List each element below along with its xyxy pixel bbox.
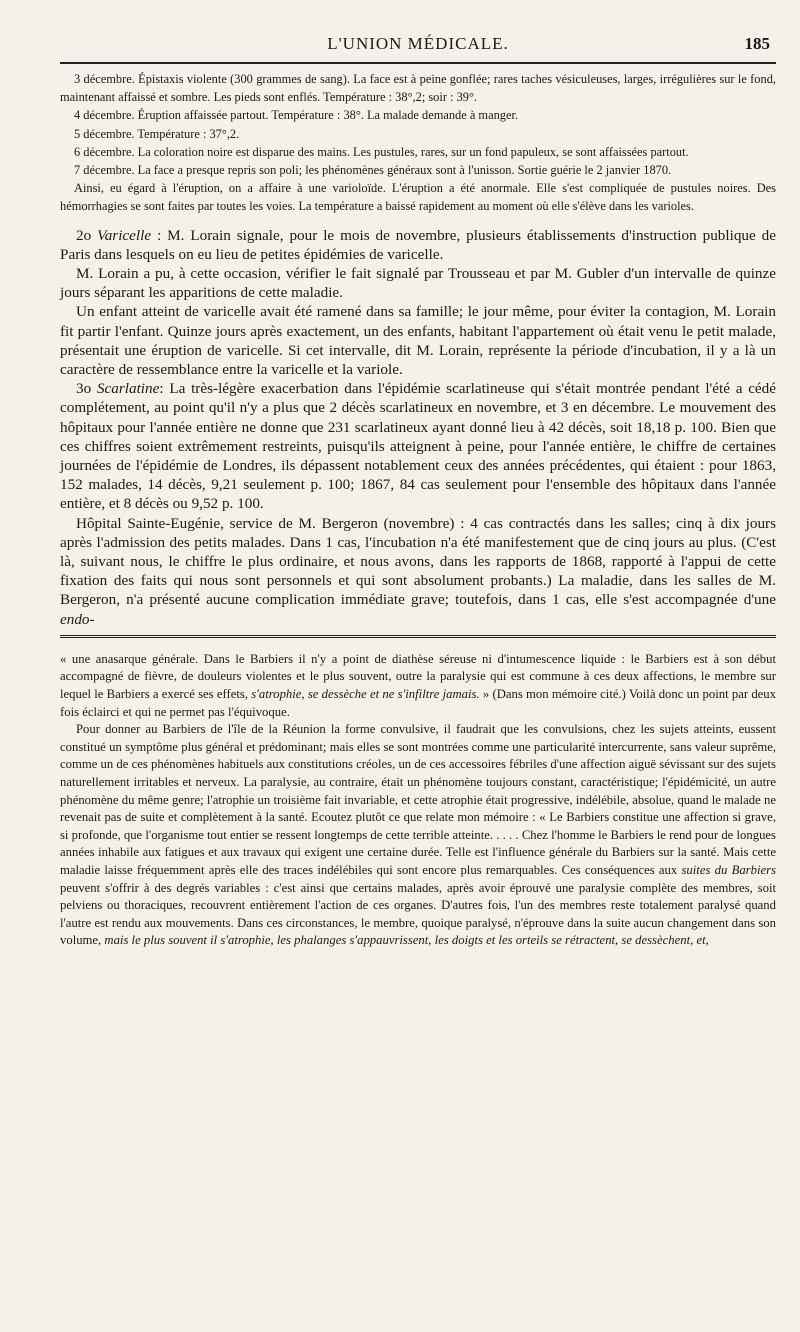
footnote-paragraph: « une anasarque générale. Dans le Barbiers il n'y a point de diathèse séreuse ni d'intumescence liquide : le Barbiers est à son début accompagné de fièvre, de douleurs violentes et le plus souvent, outre la paralysie qui est commune à ces deux affections, le membre sur lequel le Barbiers a exercé ses effets, s'atrophie, se dessèche et ne s'infiltre jamais. » (Dans mon mémoire cité.) Voilà donc un point par deux fois éclairci et qui ne permet pas l'équivoque. <box>60 651 776 719</box>
body-paragraph: Un enfant atteint de varicelle avait été ramené dans sa famille; le jour même, pour éviter la contagion, M. Lorain fit partir l'enfant. Quinze jours après exactement, un des enfants, habitant l'appartement où était venu le petit malade, présentait une éruption de varicelle. Si cet intervalle, dit M. Lorain, représente la période d'incubation, il y a là un caractère de ressemblance entre la varicelle et la variole. <box>60 303 776 379</box>
section-number: 3o <box>76 380 97 398</box>
footnotes <box>60 651 776 950</box>
footnote-paragraph: Pour donner au Barbiers de l'île de la Réunion la forme convulsive, il faudrait que les convulsions, chez les sujets atteints, eussent constitué un symptôme plus général et prédominant; mais elles se sont montrées comme une particularité intercurrente, sans valeur suprême, comme un de ces phénomènes habituels aux constitutions créoles, un de ces accessoires fébriles d'une affection aiguë sévissant sur des sujets naturellement irritables et nerveux. La paralysie, au contraire, était un phénomène toujours constant, caractéristique; l'épidémicité, un autre phénomène du même genre; l'atrophie un troisième fait invariable, et cette atrophie était progressive, indélébile, absolue, quand le malade ne revenait pas de suite et complètement à la santé. Ecoutez plutôt ce que relate mon mémoire : « Le Barbiers constitue une affection si grave, si profonde, que l'organisme tout entier se ressent longtemps de cette terrible atteinte. . . . . Chez l'homme le Barbiers le rend pour de longues années inhabile aux fatigues et aux travaux qui exigent une certaine durée. Telle est l'influence générale du Barbiers sur la santé. Mais cette maladie laisse fréquemment après elle des traces indélébiles qui sont encore plus remarquables. Ces conséquences aux suites du Barbiers peuvent s'offrir à des degrés variables : c'est ainsi que certains malades, après avoir éprouvé une paralysie complète des membres, soit pelviens ou thoraciques, recouvrent entièrement l'action de ces organes. D'autres fois, l'un des membres reste totalement paralysé quand l'autre est rendu aux mouvements. Dans ces circonstances, le membre, quoique paralysé, n'éprouve dans la suite aucun changement dans son volume, mais le plus souvent il s'atrophie, les phalanges s'appauvrissent, les doigts et les orteils se rétractent, se dessèchent, et, <box>60 722 776 948</box>
case-entry: 5 décembre. Température : 37°,2. <box>74 126 240 141</box>
header-rule <box>60 62 776 64</box>
section-title: Scarlatine <box>96 380 160 398</box>
page-header <box>60 30 776 60</box>
case-entry: 3 décembre. Épistaxis violente (300 grammes de sang). La face est à peine gonflée; rares taches vésiculeuses, larges, irrégulières sur le fond, maintenant affaissé et sombre. Les pieds sont enflés. Température : 38°,2; soir : 39°. <box>60 72 776 105</box>
case-entry: 6 décembre. La coloration noire est disparue des mains. Les pustules, rares, sur un fond papuleux, se sont affaissées partout. <box>74 144 689 159</box>
case-report <box>60 70 776 216</box>
body-paragraph: M. Lorain a pu, à cette occasion, vérifier le fait signalé par Trousseau et par M. Gubler d'un intervalle de quinze jours séparant les apparitions de cette maladie. <box>60 265 776 302</box>
running-title: L'UNION MÉDICALE. <box>327 34 509 53</box>
footnote-separator <box>60 635 776 641</box>
section-title: Varicelle <box>97 226 152 244</box>
page-number: 185 <box>744 34 770 53</box>
scarlatine-paragraph: 3o Scarlatine: La très-légère exacerbation dans l'épidémie scarlatineuse qui s'était montrée pendant l'été a cédé complétement, au point qu'il n'y a plus que 2 décès scarlatineux en novembre, et 3 en décembre. Le mouvement des hôpitaux pour l'année entière ne donne que 231 scarlatineux ayant donné lieu à 42 décès, soit 18,18 p. 100. Bien que ces chiffres soient extrêmement restreints, puisqu'ils atteignent à peine, pour l'année entière, le chiffre de certaines journées de l'épidémie de Londres, ils dépassent notablement ceux des années précédentes, qui étaient : pour 1863, 152 malades, 14 décès, 9,21 seulement p. 100; 1867, 84 cas seulement pour l'ensemble des hôpitaux dans l'année entière, et 8 décès ou 9,52 p. 100. <box>60 380 777 513</box>
document-page <box>60 30 776 950</box>
case-entry: 7 décembre. La face a presque repris son poli; les phénomènes généraux sont à l'unisson. Sortie guérie le 2 janvier 1870. <box>74 163 672 178</box>
case-summary: Ainsi, eu égard à l'éruption, on a affaire à une varioloïde. L'éruption a été anormale. Elle s'est compliquée de pustules noires. Des hémorrhagies se sont faites par toutes les voies. La température a baissé rapidement au moment où elle s'élève dans les varioles. <box>60 181 776 214</box>
case-entry: 4 décembre. Éruption affaissée partout. Température : 38°. La malade demande à manger. <box>74 108 519 123</box>
section-number: 2o <box>76 226 98 244</box>
main-text <box>60 226 776 629</box>
body-paragraph: Hôpital Sainte-Eugénie, service de M. Bergeron (novembre) : 4 cas contractés dans les salles; cinq à dix jours après l'admission des petits malades. Dans 1 cas, l'incubation n'a été manifestement que de cinq jours au plus. (C'est là, suivant nous, le chiffre le plus ordinaire, et nous avons, dans les rapports de 1868, rapporté à l'appui de cette fixation des faits qui nous sont personnels et qui sont absolument probants.) La maladie, dans les salles de M. Bergeron, n'a présenté aucune complication immédiate grave; toutefois, dans 1 cas, elle s'est accompagnée d'une endo- <box>60 514 776 628</box>
varicelle-paragraph: 2o Varicelle : M. Lorain signale, pour le mois de novembre, plusieurs établissements d'instruction publique de Paris dans lesquels on eu lieu de petites épidémies de varicelle. <box>60 226 776 263</box>
